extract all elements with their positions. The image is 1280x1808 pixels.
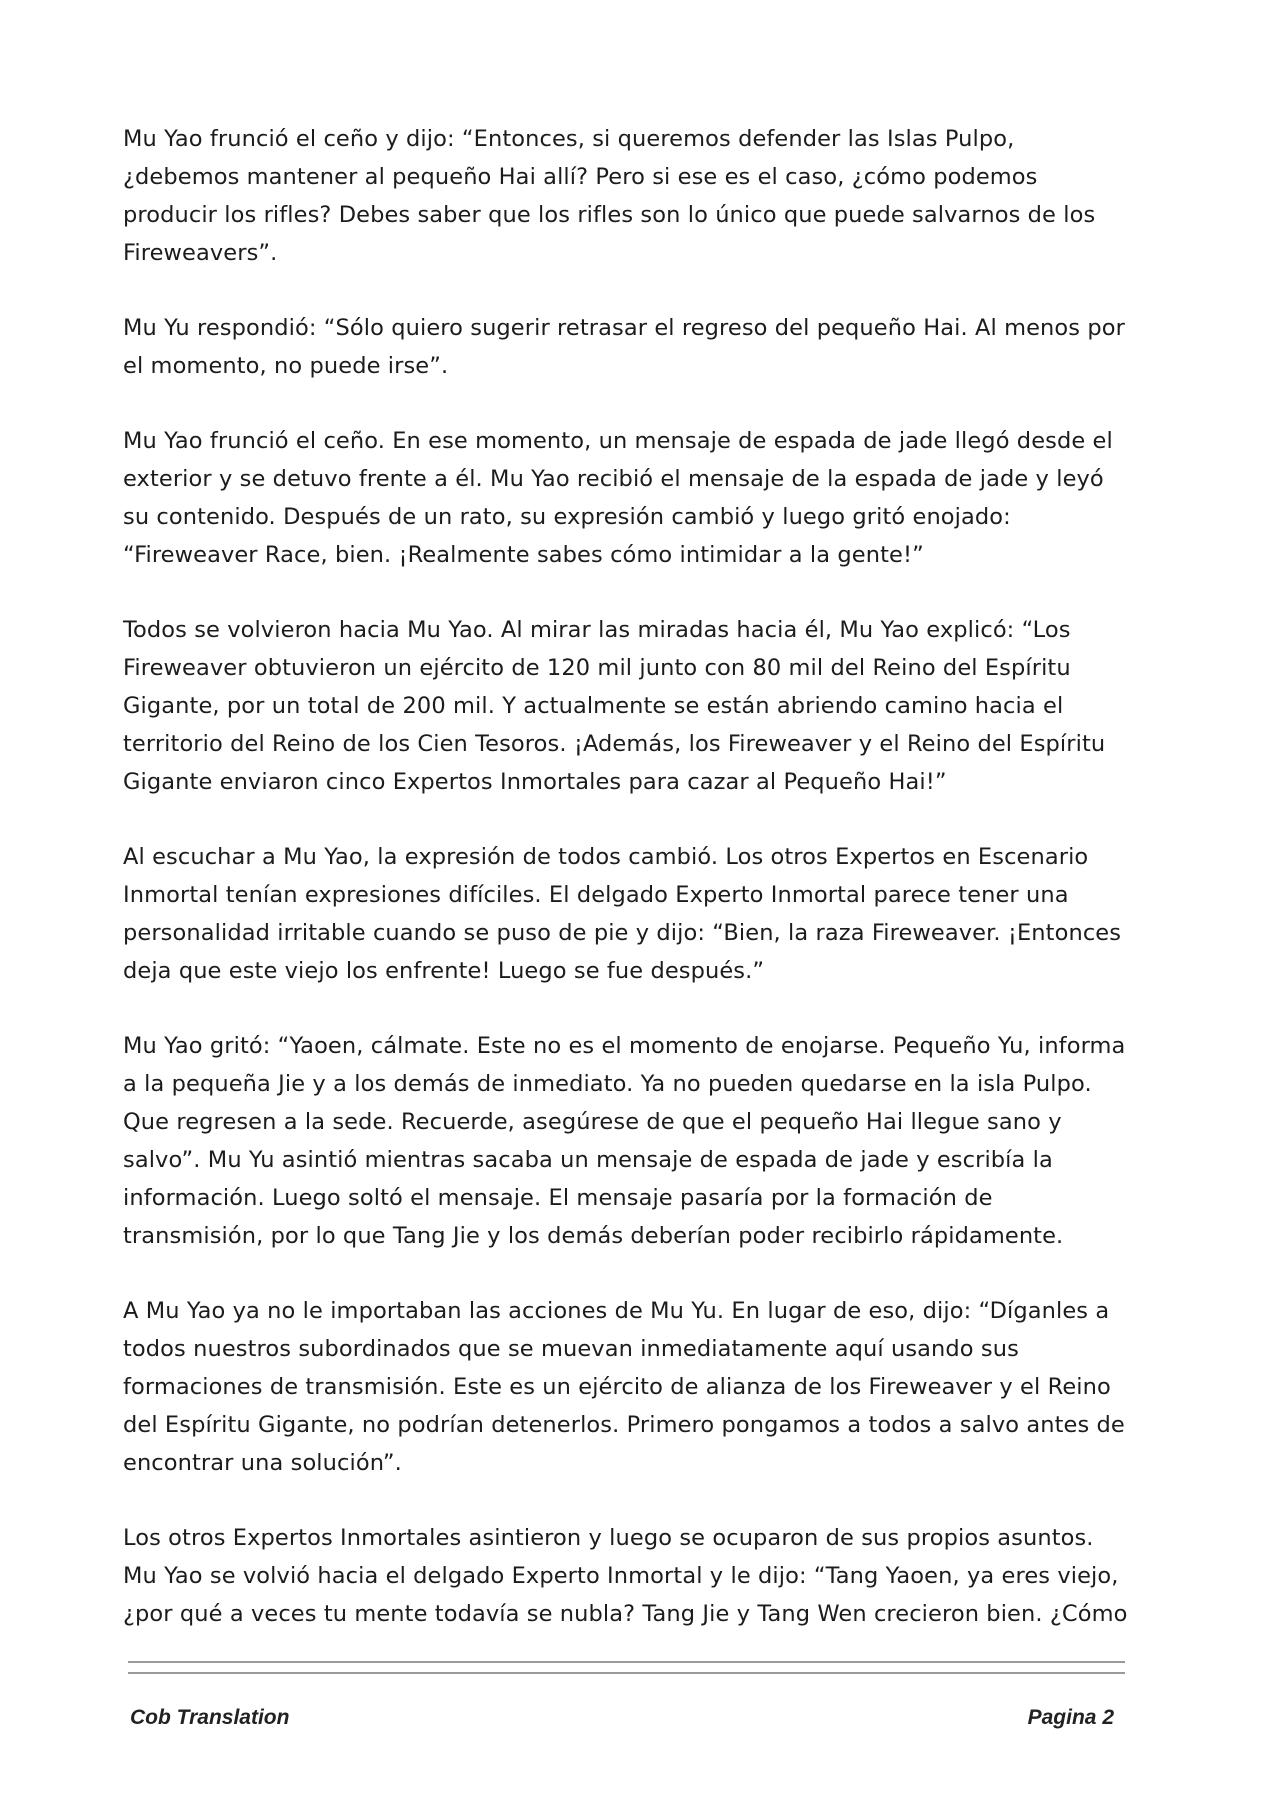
paragraph: Los otros Expertos Inmortales asintieron y luego se ocuparon de sus propios asuntos. Mu Yao se volvió hacia el delgado Experto Inmortal y le dijo: “Tang Yaoen, ya eres viejo, ¿por qué a veces tu mente todavía se nubla? Tang Jie y Tang Wen crecieron bien. ¿Cómo bbox=[123, 1525, 1128, 1627]
footer-divider bbox=[128, 1672, 1125, 1674]
footer-source: Cob Translation bbox=[130, 1706, 290, 1729]
footer-divider bbox=[128, 1661, 1125, 1663]
paragraph: A Mu Yao ya no le importaban las acciones de Mu Yu. En lugar de eso, dijo: “Díganles a todos nuestros subordinados que se muevan inmediatamente aquí usando sus formaciones de transmisión. Este es un ejército de alianza de los Fireweaver y el Reino del Espíritu Gigante, no podrían detenerlos. Primero pongamos a todos a salvo antes de encontrar una solución”. bbox=[123, 1298, 1125, 1476]
paragraph: Mu Yao frunció el ceño y dijo: “Entonces, si queremos defender las Islas Pulpo, ¿debemos mantener al pequeño Hai allí? Pero si ese es el caso, ¿cómo podemos producir los rifles? Debes saber que los rifles son lo único que puede salvarnos de los Fireweavers”. bbox=[123, 126, 1096, 266]
paragraph: Mu Yu respondió: “Sólo quiero sugerir retrasar el regreso del pequeño Hai. Al menos por el momento, no puede irse”. bbox=[123, 315, 1125, 379]
paragraph: Mu Yao frunció el ceño. En ese momento, un mensaje de espada de jade llegó desde el exterior y se detuvo frente a él. Mu Yao recibió el mensaje de la espada de jade y leyó su contenido. Después de un rato, su expresión cambió y luego gritó enojado: “Fireweaver Race, bien. ¡Realmente sabes cómo intimidar a la gente!” bbox=[123, 428, 1113, 568]
paragraph: Todos se volvieron hacia Mu Yao. Al mirar las miradas hacia él, Mu Yao explicó: “Los Fireweaver obtuvieron un ejército de 120 mil junto con 80 mil del Reino del Espíritu Gigante, por un total de 200 mil. Y actualmente se están abriendo camino hacia el territorio del Reino de los Cien Tesoros. ¡Además, los Fireweaver y el Reino del Espíritu Gigante enviaron cinco Expertos Inmortales para cazar al Pequeño Hai!” bbox=[123, 617, 1106, 795]
paragraph: Al escuchar a Mu Yao, la expresión de todos cambió. Los otros Expertos en Escenario Inmortal tenían expresiones difíciles. El delgado Experto Inmortal parece tener una personalidad irritable cuando se puso de pie y dijo: “Bien, la raza Fireweaver. ¡Entonces deja que este viejo los enfrente! Luego se fue después.” bbox=[123, 844, 1122, 984]
body-text bbox=[123, 120, 1133, 1670]
page-number: Pagina 2 bbox=[1027, 1706, 1114, 1729]
paragraph: Mu Yao gritó: “Yaoen, cálmate. Este no es el momento de enojarse. Pequeño Yu, informa a la pequeña Jie y a los demás de inmediato. Ya no pueden quedarse en la isla Pulpo. Que regresen a la sede. Recuerde, asegúrese de que el pequeño Hai llegue sano y salvo”. Mu Yu asintió mientras sacaba un mensaje de espada de jade y escribía la información. Luego soltó el mensaje. El mensaje pasaría por la formación de transmisión, por lo que Tang Jie y los demás deberían poder recibirlo rápidamente. bbox=[123, 1033, 1126, 1249]
